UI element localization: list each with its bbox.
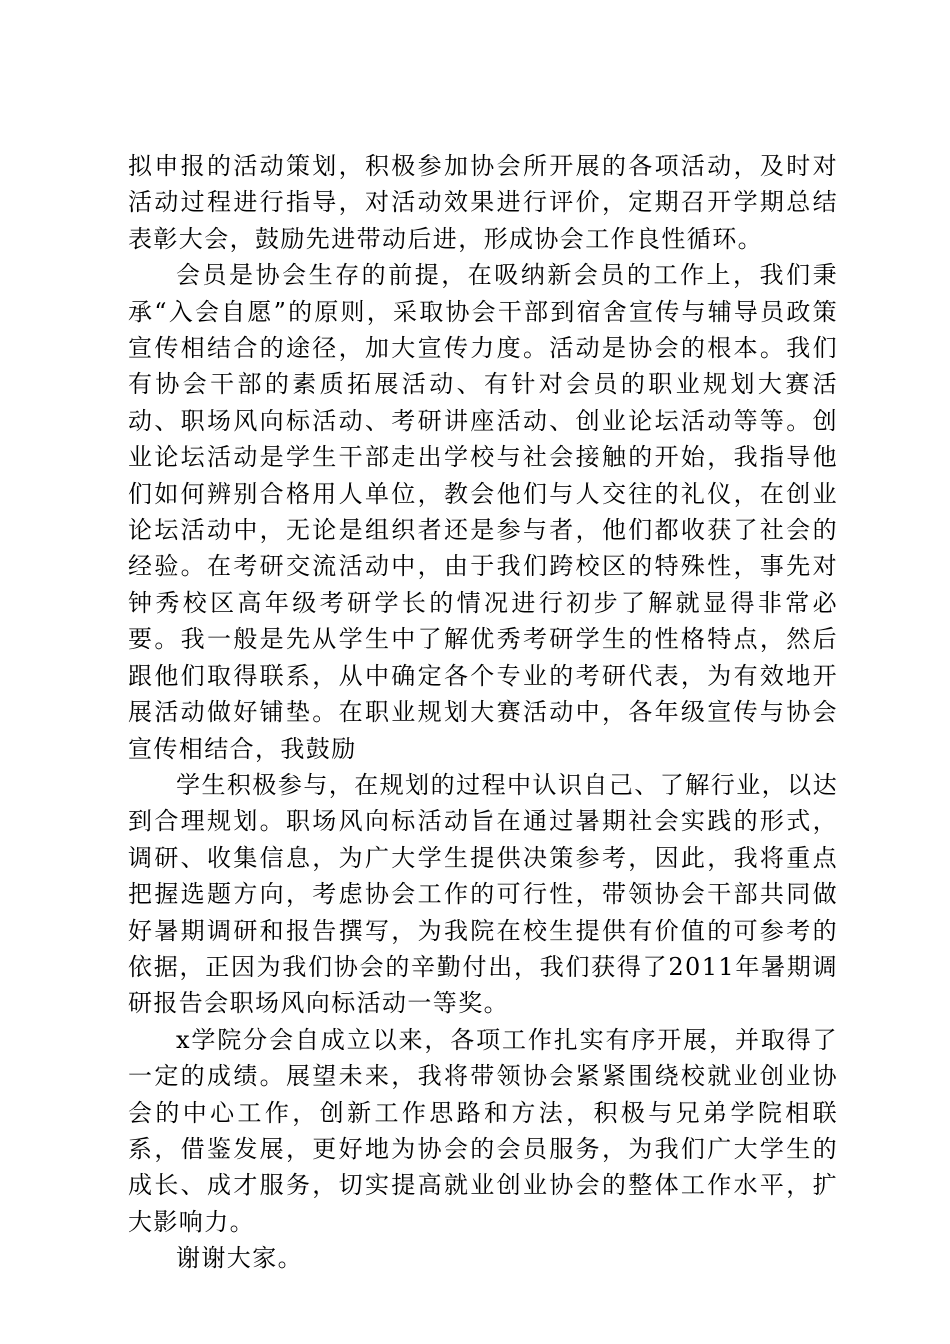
paragraph-thanks: 谢谢大家。: [176, 1244, 303, 1273]
paragraph-members-and-activities: 会员是协会生存的前提，在吸纳新会员的工作上，我们秉承“入会自愿”的原则，采取协会干部到宿舍宣传与辅导员政策宣传相结合的途径，加大宣传力度。活动是协会的根本。我们有协会干部的素质拓展活动、有针对会员的职业规划大赛活动、职场风向标活动、考研讲座活动、创业论坛活动等等。创业论坛活动是学生干部走出学校与社会接触的开始，我指导他们如何辨别合格用人单位，教会他们与人交往的礼仪，在创业论坛活动中，无论是组织者还是参与者，他们都收获了社会的经验。在考研交流活动中，由于我们跨校区的特殊性，事先对钟秀校区高年级考研学长的情况进行初步了解就显得非常必要。我一般是先从学生中了解优秀考研学生的性格特点，然后跟他们取得联系，从中确定各个专业的考研代表，为有效地开展活动做好铺垫。在职业规划大赛活动中，各年级宣传与协会宣传相结合，我鼓励: [128, 261, 838, 763]
paragraph-student-participation: 学生积极参与，在规划的过程中认识自己、了解行业，以达到合理规划。职场风向标活动旨在通过暑期社会实践的形式，调研、收集信息，为广大学生提供决策参考，因此，我将重点把握选题方向，考虑协会工作的可行性，带领协会干部共同做好暑期调研和报告撰写，为我院在校生提供有价值的可参考的依据，正因为我们协会的辛勤付出，我们获得了2011年暑期调研报告会职场风向标活动一等奖。: [128, 770, 838, 1018]
paragraph-outlook: x学院分会自成立以来，各项工作扎实有序开展，并取得了一定的成绩。展望未来，我将带领协会紧紧围绕校就业创业协会的中心工作，创新工作思路和方法，积极与兄弟学院相联系，借鉴发展，更好地为协会的会员服务，为我们广大学生的成长、成才服务，切实提高就业创业协会的整体工作水平，扩大影响力。: [128, 1025, 838, 1236]
document-body: [128, 148, 838, 1277]
paragraph-activity-planning: 拟申报的活动策划，积极参加协会所开展的各项活动，及时对活动过程进行指导，对活动效果进行评价，定期召开学期总结表彰大会，鼓励先进带动后进，形成协会工作良性循环。: [128, 152, 838, 253]
